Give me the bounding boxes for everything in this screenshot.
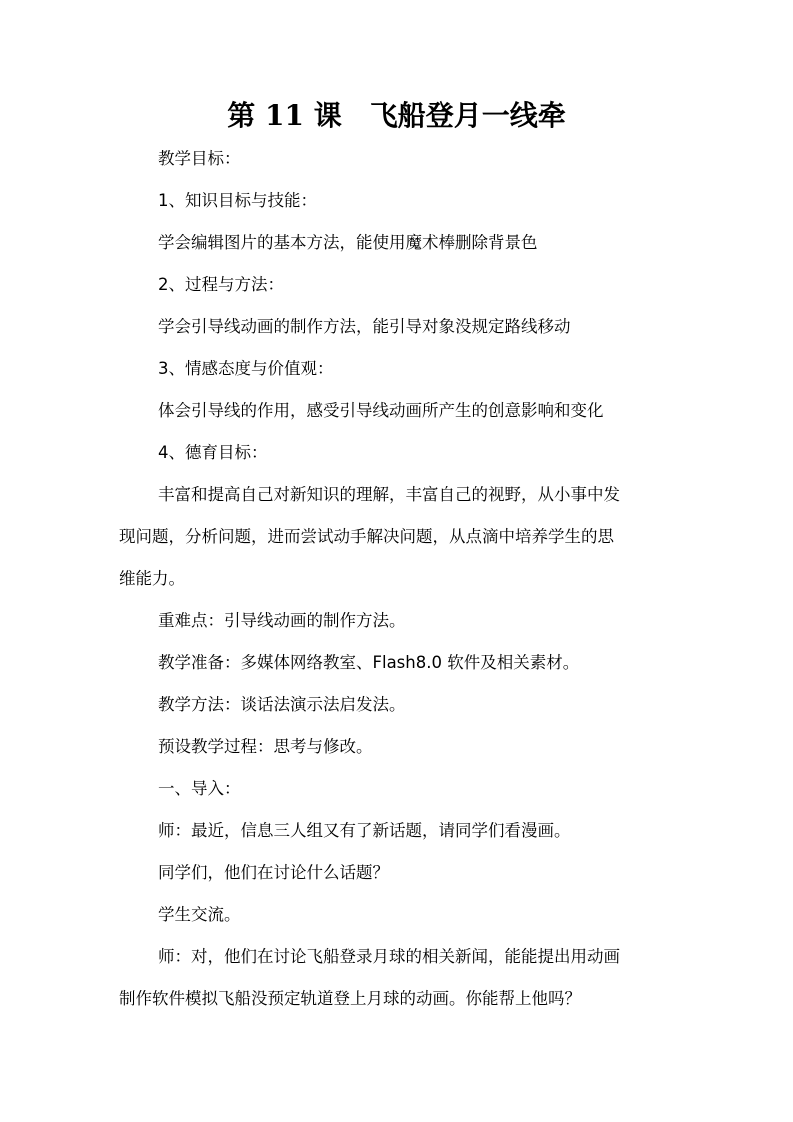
objective-2-text: 学会引导线动画的制作方法，能引导对象没规定路线移动 xyxy=(158,317,571,336)
teaching-method: 教学方法：谈话法演示法启发法。 xyxy=(158,695,406,714)
student-exchange: 学生交流。 xyxy=(158,905,241,924)
teacher-line-2-part-1: 师：对，他们在讨论飞船登录月球的相关新闻，能能提出用动画 xyxy=(158,947,620,966)
teacher-question: 同学们，他们在讨论什么话题？ xyxy=(158,863,389,882)
section-1-heading: 一、导入： xyxy=(158,779,241,798)
objective-1-text: 学会编辑图片的基本方法，能使用魔术棒删除背景色 xyxy=(158,233,538,252)
objective-4-text-line-1: 丰富和提高自己对新知识的理解，丰富自己的视野，从小事中发 xyxy=(158,485,620,504)
teaching-process: 预设教学过程：思考与修改。 xyxy=(158,737,373,756)
teaching-preparation: 教学准备：多媒体网络教室、Flash8.0 软件及相关素材。 xyxy=(158,653,580,672)
objective-3-text: 体会引导线的作用，感受引导线动画所产生的创意影响和变化 xyxy=(158,401,604,420)
objective-4-heading: 4、德育目标： xyxy=(158,443,268,462)
objective-3-heading: 3、情感态度与价值观： xyxy=(158,359,334,378)
lesson-title: 第 11 课 飞船登月一线牵 xyxy=(227,99,566,132)
objective-2-heading: 2、过程与方法： xyxy=(158,275,284,294)
key-difficulty: 重难点：引导线动画的制作方法。 xyxy=(158,611,406,630)
objective-4-text-line-3: 维能力。 xyxy=(119,569,185,588)
objective-1-heading: 1、知识目标与技能： xyxy=(158,191,317,210)
teacher-line-1: 师：最近，信息三人组又有了新话题，请同学们看漫画。 xyxy=(158,821,571,840)
objective-4-text-line-2: 现问题，分析问题，进而尝试动手解决问题，从点滴中培养学生的思 xyxy=(119,527,614,546)
teacher-line-2-part-2: 制作软件模拟飞船没预定轨道登上月球的动画。你能帮上他吗？ xyxy=(119,989,581,1008)
teaching-objectives-heading: 教学目标： xyxy=(158,149,241,168)
